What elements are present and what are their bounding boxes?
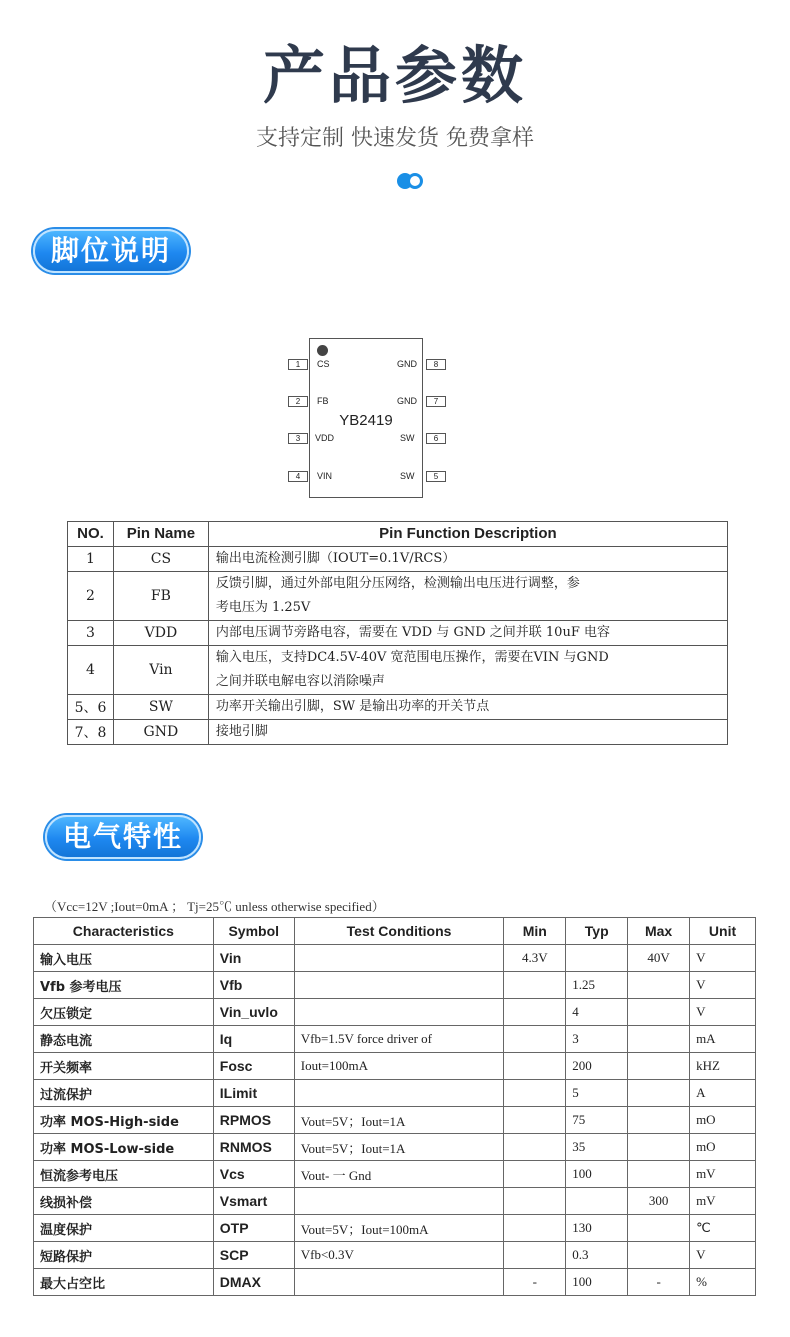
table-row <box>68 571 728 596</box>
table-row <box>34 972 756 999</box>
pin-no: 1 <box>68 546 114 571</box>
pin-label: GND <box>397 396 417 406</box>
typ-value <box>566 945 628 972</box>
characteristic: 静态电流 <box>34 1026 214 1053</box>
pin-label: SW <box>400 471 415 481</box>
typ-value <box>566 1188 628 1215</box>
typ-value: 100 <box>566 1269 628 1296</box>
min-value <box>504 1107 566 1134</box>
characteristic: 开关频率 <box>34 1053 214 1080</box>
column-header: Symbol <box>213 918 294 945</box>
pin-name: FB <box>113 571 208 620</box>
test-condition: Vfb<0.3V <box>294 1242 504 1269</box>
symbol: DMAX <box>213 1269 294 1296</box>
table-row <box>68 719 728 744</box>
characteristic: 短路保护 <box>34 1242 214 1269</box>
test-condition: Vout- 一 Gnd <box>294 1161 504 1188</box>
unit: ℃ <box>690 1215 756 1242</box>
max-value <box>628 1026 690 1053</box>
column-header: Characteristics <box>34 918 214 945</box>
pin-number: 4 <box>288 471 308 482</box>
test-condition: Iout=100mA <box>294 1053 504 1080</box>
pin-no: 4 <box>68 645 114 694</box>
unit: kHZ <box>690 1053 756 1080</box>
pin-number: 7 <box>426 396 446 407</box>
min-value <box>504 1053 566 1080</box>
max-value <box>628 999 690 1026</box>
symbol: Vin <box>213 945 294 972</box>
table-row <box>34 1188 756 1215</box>
unit: V <box>690 945 756 972</box>
section-title-pins: 脚位说明 <box>33 229 189 273</box>
page-subtitle: 支持定制 快速发货 免费拿样 <box>256 126 534 151</box>
characteristic: 欠压锁定 <box>34 999 214 1026</box>
characteristic: 最大占空比 <box>34 1269 214 1296</box>
unit: % <box>690 1269 756 1296</box>
column-header: Max <box>628 918 690 945</box>
pin-number: 1 <box>288 359 308 370</box>
pin-number: 5 <box>426 471 446 482</box>
chip-name: YB2419 <box>339 412 393 429</box>
test-condition: Vfb=1.5V force driver of <box>294 1026 504 1053</box>
test-condition <box>294 1188 504 1215</box>
unit: mV <box>690 1188 756 1215</box>
max-value <box>628 1134 690 1161</box>
pin-label: GND <box>397 359 417 369</box>
table-header-row <box>68 522 728 547</box>
unit: mO <box>690 1107 756 1134</box>
pin-label: CS <box>317 359 330 369</box>
electrical-table <box>33 917 756 1296</box>
test-condition: Vout=5V；Iout=1A <box>294 1134 504 1161</box>
pin-description-cont: 考电压为 1.25V <box>208 596 727 621</box>
table-row <box>34 1080 756 1107</box>
symbol: Vin_uvlo <box>213 999 294 1026</box>
pin-description: 内部电压调节旁路电容，需要在 VDD 与 GND 之间并联 10uF 电容 <box>208 620 727 645</box>
test-condition <box>294 945 504 972</box>
test-condition <box>294 1269 504 1296</box>
typ-value: 3 <box>566 1026 628 1053</box>
typ-value: 200 <box>566 1053 628 1080</box>
pin-description-cont: 之间并联电解电容以消除噪声 <box>208 670 727 695</box>
symbol: SCP <box>213 1242 294 1269</box>
unit: V <box>690 999 756 1026</box>
column-header: Unit <box>690 918 756 945</box>
table-row <box>68 694 728 719</box>
pin-description: 反馈引脚，通过外部电阻分压网络，检测输出电压进行调整，参 <box>208 571 727 596</box>
max-value <box>628 1053 690 1080</box>
column-header: Typ <box>566 918 628 945</box>
pin-name: CS <box>113 546 208 571</box>
pin-no: 7、8 <box>68 719 114 744</box>
unit: mA <box>690 1026 756 1053</box>
pin-label: VDD <box>315 433 335 443</box>
page-title: 产品参数 <box>262 39 527 112</box>
column-header: NO. <box>68 522 114 547</box>
symbol: Iq <box>213 1026 294 1053</box>
typ-value: 35 <box>566 1134 628 1161</box>
table-row <box>34 1269 756 1296</box>
min-value: 4.3V <box>504 945 566 972</box>
min-value <box>504 1080 566 1107</box>
typ-value: 5 <box>566 1080 628 1107</box>
pin-number: 3 <box>288 433 308 444</box>
characteristic: 输入电压 <box>34 945 214 972</box>
table-row <box>34 945 756 972</box>
section-title-electrical: 电气特性 <box>45 815 201 859</box>
max-value <box>628 1242 690 1269</box>
table-row <box>34 1215 756 1242</box>
pin-number: 8 <box>426 359 446 370</box>
max-value: 40V <box>628 945 690 972</box>
characteristic: 过流保护 <box>34 1080 214 1107</box>
pin-name: GND <box>113 719 208 744</box>
table-row <box>68 620 728 645</box>
column-header: Test Conditions <box>294 918 504 945</box>
column-header: Pin Function Description <box>208 522 727 547</box>
characteristic: 恒流参考电压 <box>34 1161 214 1188</box>
max-value <box>628 1215 690 1242</box>
pin-number: 2 <box>288 396 308 407</box>
min-value <box>504 1188 566 1215</box>
pin1-marker-icon <box>317 345 328 356</box>
characteristic: 功率 MOS-High-side <box>34 1107 214 1134</box>
pin-description: 接地引脚 <box>208 719 727 744</box>
min-value: - <box>504 1269 566 1296</box>
pin-label: SW <box>400 433 415 443</box>
typ-value: 130 <box>566 1215 628 1242</box>
table-row <box>68 645 728 670</box>
symbol: Vfb <box>213 972 294 999</box>
decorative-dots-icon <box>397 172 431 190</box>
test-condition: Vout=5V；Iout=100mA <box>294 1215 504 1242</box>
table-row <box>34 1242 756 1269</box>
test-condition <box>294 999 504 1026</box>
pin-label: VIN <box>317 471 333 481</box>
unit: V <box>690 972 756 999</box>
typ-value: 0.3 <box>566 1242 628 1269</box>
table-row <box>68 546 728 571</box>
min-value <box>504 972 566 999</box>
min-value <box>504 999 566 1026</box>
pin-description: 输出电流检测引脚（IOUT=0.1V/RCS） <box>208 546 727 571</box>
characteristic: Vfb 参考电压 <box>34 972 214 999</box>
min-value <box>504 1161 566 1188</box>
test-condition <box>294 972 504 999</box>
unit: mV <box>690 1161 756 1188</box>
pin-description: 功率开关输出引脚，SW 是输出功率的开关节点 <box>208 694 727 719</box>
pin-function-table <box>67 521 728 745</box>
max-value <box>628 1080 690 1107</box>
pin-name: Vin <box>113 645 208 694</box>
pin-no: 5、6 <box>68 694 114 719</box>
symbol: RPMOS <box>213 1107 294 1134</box>
unit: A <box>690 1080 756 1107</box>
symbol: Vcs <box>213 1161 294 1188</box>
max-value: - <box>628 1269 690 1296</box>
min-value <box>504 1026 566 1053</box>
unit: V <box>690 1242 756 1269</box>
pin-no: 3 <box>68 620 114 645</box>
min-value <box>504 1242 566 1269</box>
min-value <box>504 1215 566 1242</box>
max-value <box>628 972 690 999</box>
pin-no: 2 <box>68 571 114 620</box>
column-header: Min <box>504 918 566 945</box>
symbol: OTP <box>213 1215 294 1242</box>
symbol: ILimit <box>213 1080 294 1107</box>
column-header: Pin Name <box>113 522 208 547</box>
test-condition <box>294 1080 504 1107</box>
pin-description: 输入电压，支持DC4.5V-40V 宽范围电压操作，需要在VIN 与GND <box>208 645 727 670</box>
test-condition: Vout=5V；Iout=1A <box>294 1107 504 1134</box>
table-header-row <box>34 918 756 945</box>
symbol: Vsmart <box>213 1188 294 1215</box>
typ-value: 4 <box>566 999 628 1026</box>
pin-label: FB <box>317 396 329 406</box>
table-row <box>34 999 756 1026</box>
table-row <box>34 1134 756 1161</box>
conditions-note: （Vcc=12V ;Iout=0mA ； Tj=25℃ unless otherwise specified） <box>44 899 385 914</box>
symbol: RNMOS <box>213 1134 294 1161</box>
min-value <box>504 1134 566 1161</box>
characteristic: 功率 MOS-Low-side <box>34 1134 214 1161</box>
characteristic: 线损补偿 <box>34 1188 214 1215</box>
characteristic: 温度保护 <box>34 1215 214 1242</box>
pin-number: 6 <box>426 433 446 444</box>
symbol: Fosc <box>213 1053 294 1080</box>
unit: mO <box>690 1134 756 1161</box>
pin-name: VDD <box>113 620 208 645</box>
table-row <box>34 1161 756 1188</box>
table-row <box>34 1107 756 1134</box>
max-value: 300 <box>628 1188 690 1215</box>
pin-name: SW <box>113 694 208 719</box>
typ-value: 75 <box>566 1107 628 1134</box>
typ-value: 1.25 <box>566 972 628 999</box>
max-value <box>628 1161 690 1188</box>
table-row <box>34 1026 756 1053</box>
max-value <box>628 1107 690 1134</box>
typ-value: 100 <box>566 1161 628 1188</box>
table-row <box>34 1053 756 1080</box>
